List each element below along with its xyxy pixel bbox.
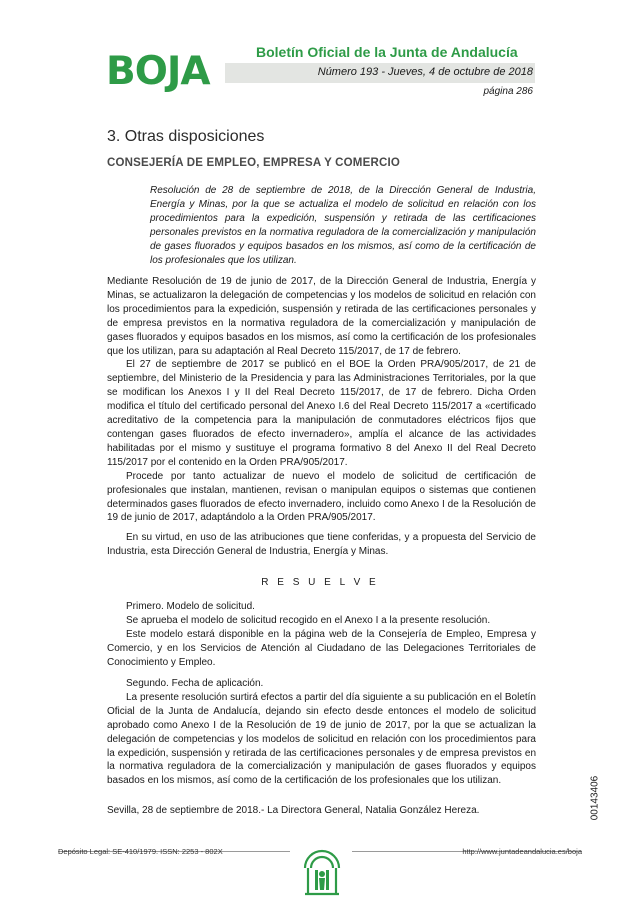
- resolution-abstract: Resolución de 28 de septiembre de 2018, de la Dirección General de Industria, Energía y Minas, por la que se actualiza el modelo de solicitud en relación con los procedimientos para la expedición, suspensión y retirada de las certificaciones personales previstos en la normativa reguladora de la comercialización y manipulación de gases fluorados y equipos basados en los mismos, así como de la certificación de los profesionales que los utilizan.: [150, 185, 536, 266]
- paragraph: Se aprueba el modelo de solicitud recogido en el Anexo I a la presente resolución.: [126, 614, 491, 626]
- department-title: CONSEJERÍA DE EMPLEO, EMPRESA Y COMERCIO: [107, 157, 400, 169]
- article-second: [107, 677, 536, 788]
- article-heading: Segundo. Fecha de aplicación.: [126, 678, 264, 689]
- andalusia-emblem-icon: [302, 828, 342, 900]
- preamble-closing: [107, 531, 536, 559]
- issue-info: Número 193 - Jueves, 4 de octubre de 2018: [317, 66, 533, 78]
- section-title: 3. Otras disposiciones: [107, 128, 265, 145]
- paragraph: Mediante Resolución de 19 de junio de 2017, de la Dirección General de Industria, Energía y Minas, se actualizaron la delegación de competencias y los modelos de solicitud en relación con los procedimientos para la expedición, suspensión y retirada de las certificaciones personales y de empresa previstos en la normativa reguladora de la comercialización y manipulación de gases fluorados y equipos basados en los mismos, así como la certificación de los profesionales que los utilizan, para su adaptación al Real Decreto 115/2017, de 17 de febrero.: [107, 276, 536, 357]
- page-number: página 286: [483, 86, 533, 97]
- legal-deposit: Depósito Legal: SE-410/1979. ISSN: 2253 - 802X: [58, 847, 223, 856]
- paragraph: Procede por tanto actualizar de nuevo el modelo de solicitud de certificación de profesionales que instalan, mantienen, revisan o manipulan equipos o sistemas que contienen determinados gases fluorados de efecto invernadero, incluido como Anexo I de la Resolución de 19 de junio de 2017, adaptándolo a la Orden PRA/905/2017.: [107, 470, 536, 524]
- signature: [107, 804, 536, 818]
- resuelve-heading: R E S U E L V E: [261, 577, 379, 588]
- paragraph: La presente resolución surtirá efectos a partir del día siguiente a su publicación en el Boletín Oficial de la Junta de Andalucía, dejando sin efecto desde entonces el modelo de solicitud aprobado como Anexo I de la Resolución de 19 de junio de 2017, por la que se actualizan la delegación de competencias y los modelos de solicitud en relación con los procedimientos para la expedición, suspensión y retirada de las certificaciones personales y de empresa previstos en la normativa reguladora de la comercialización y manipulación de gases fluorados y equipos basados en los mismos, así como de la certificación de los profesionales que los utilizan.: [107, 691, 536, 787]
- boja-logo: BOJA: [106, 49, 210, 94]
- article-first: [107, 600, 536, 670]
- side-code-text: 00143406: [589, 775, 601, 821]
- article-heading: Primero. Modelo de solicitud.: [126, 601, 255, 612]
- paragraph: Este modelo estará disponible en la página web de la Consejería de Empleo, Empresa y Comercio, y en los Servicios de Atención al Ciudadano de las Delegaciones Territoriales de Conocimiento y Empleo.: [107, 628, 536, 668]
- paragraph: El 27 de septiembre de 2017 se publicó en el BOE la Orden PRA/905/2017, de 21 de septiembre, del Ministerio de la Presidencia y para las Administraciones Territoriales, por la que se modifican los Anexos I y II del Real Decreto 115/2017, de 17 de febrero. Dicha Orden modifica el título del certificado personal del Anexo I.6 del Real Decreto 115/2017 a «certificado acreditativo de la competencia para la manipulación de conmutadores eléctricos fijos que contengan gases fluorados de efecto invernadero», amplía el alcance de las actividades habilitadas por el mismo y sustituye el programa formativo 8 del Anexo II del Real Decreto 115/2017 por el contenido en la Orden PRA/905/2017.: [107, 359, 536, 468]
- signature-line: Sevilla, 28 de septiembre de 2018.- La Directora General, Natalia González Hereza.: [107, 805, 480, 816]
- side-code: [588, 768, 602, 828]
- paragraph: En su virtud, en uso de las atribuciones que tiene conferidas, y a propuesta del Servicio de Industria, esta Dirección General de Industria, Energía y Minas.: [107, 532, 536, 557]
- bulletin-title: Boletín Oficial de la Junta de Andalucía: [256, 44, 518, 60]
- preamble: [107, 275, 536, 525]
- boja-url[interactable]: http://www.juntadeandalucia.es/boja: [462, 847, 582, 856]
